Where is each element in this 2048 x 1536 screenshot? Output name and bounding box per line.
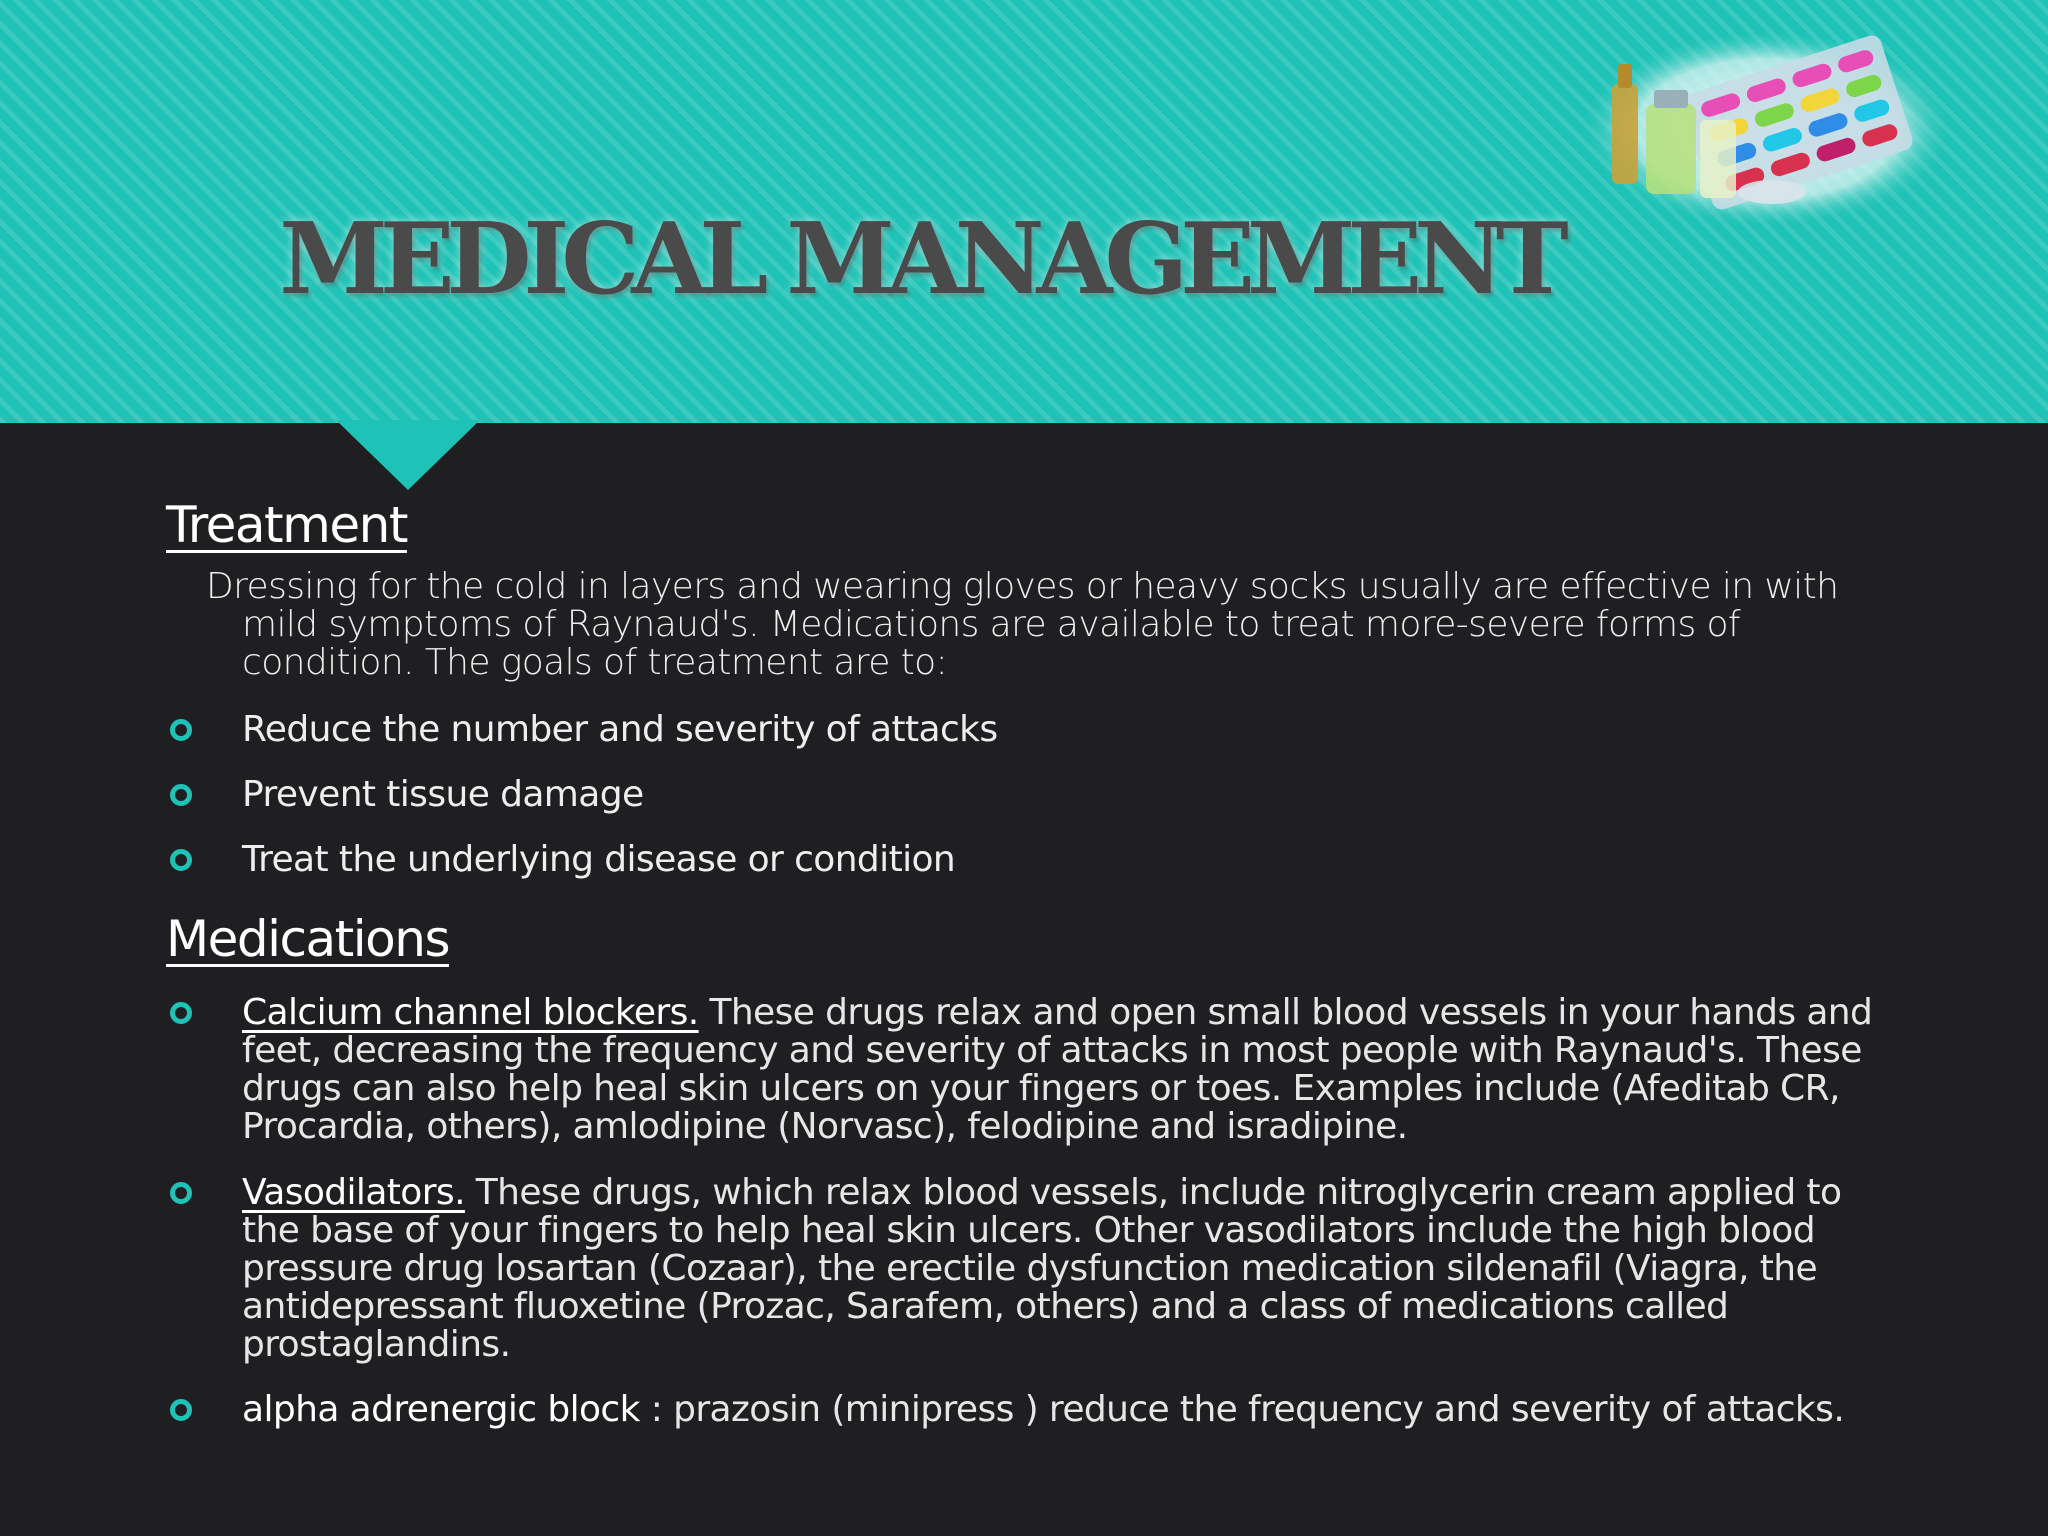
bullet-icon [170,1399,192,1421]
medication-name: Calcium channel blockers. [242,992,699,1033]
slide-title: MEDICAL MANAGEMENT [279,202,1561,317]
medication-name: alpha adrenergic block [242,1389,640,1430]
medication-description: These drugs relax and open small blood vessels in your hands and feet, decreasing the frequency and severity of attacks in most people with Raynaud's. These drugs can also help heal skin ulcers on your fingers or toes. Examples include (Afeditab CR, Procardia, others), amlodipine (Norvasc), felodipine and isradipine. [242,992,1873,1147]
medications-heading: Medications [166,910,449,968]
treatment-heading: Treatment [166,496,407,554]
bullet-icon [170,849,192,871]
treatment-goal: Treat the underlying disease or condition [242,839,956,880]
bullet-icon [170,1182,192,1204]
treatment-goal: Prevent tissue damage [242,774,644,815]
treatment-intro: Dressing for the cold in layers and wearing gloves or heavy socks usually are effective in with mild symptoms of Raynaud's. Medications are available to treat more-severe forms of condition. The goals of treatment are to: [206,566,1839,683]
medication-description: These drugs, which relax blood vessels, include nitroglycerin cream applied to the base of your fingers to help heal skin ulcers. Other vasodilators include the high blood pressure drug losartan (Cozaar), the erectile dysfunction medication sildenafil (Viagra, the antidepressant fluoxetine (Prozac, Sarafem, others) and a class of medications called prostaglandins. [242,1172,1842,1365]
header-pointer [336,420,480,490]
bullet-icon [170,1002,192,1024]
medication-description: : prazosin (minipress ) reduce the frequency and severity of attacks. [639,1389,1845,1430]
medication-item [242,1391,1902,1429]
bullet-icon [170,719,192,741]
medication-item [242,1174,1902,1364]
bullet-icon [170,784,192,806]
treatment-goal: Reduce the number and severity of attacks [242,709,998,750]
medication-item [242,994,1902,1146]
medication-name: Vasodilators. [242,1172,465,1213]
